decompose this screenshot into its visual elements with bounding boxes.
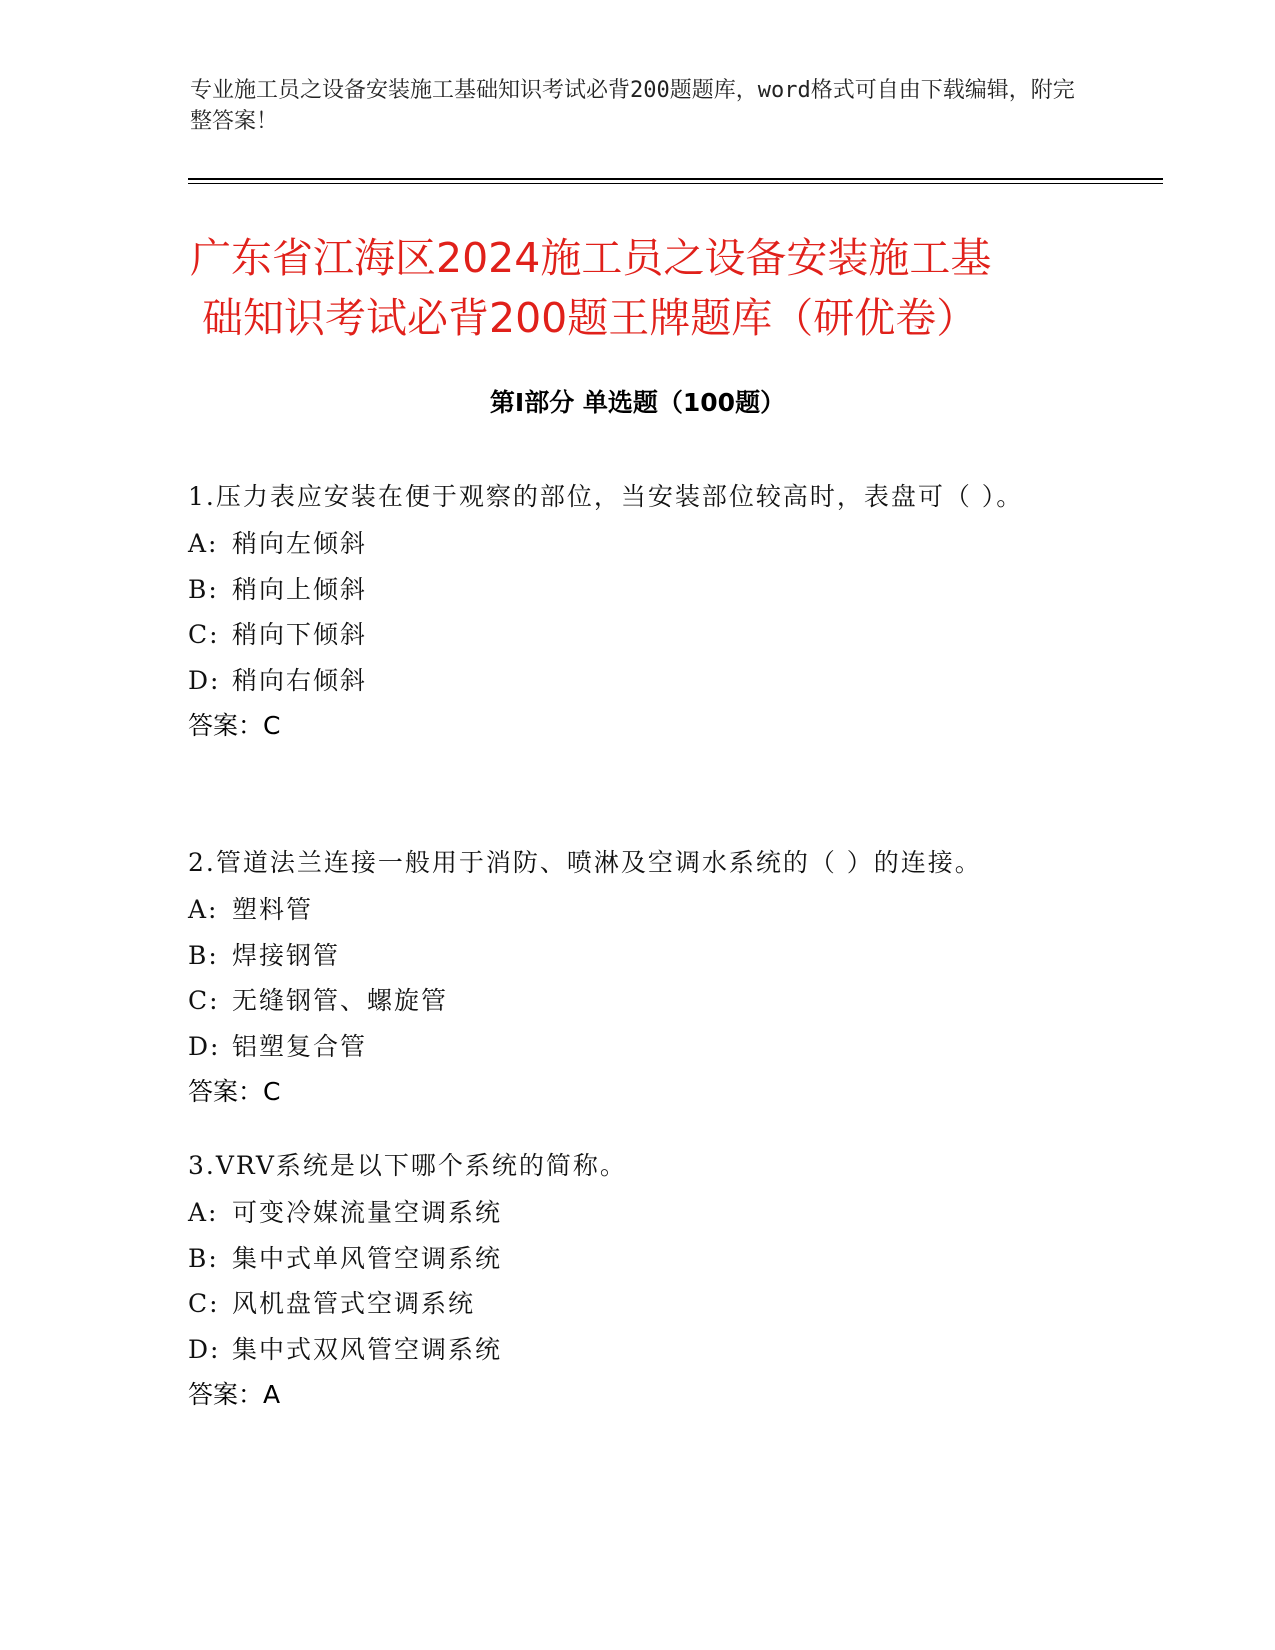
option-key: D: [188, 1334, 221, 1364]
option-c [188, 978, 1108, 1024]
answer-line [188, 1372, 1108, 1417]
answer-value: A [263, 1380, 281, 1409]
option-key: D: [188, 665, 221, 695]
document-title-line-1: 广东省江海区2024施工员之设备安装施工基 [190, 234, 992, 282]
option-key: C: [188, 1289, 220, 1318]
header-divider-thick [188, 178, 1163, 180]
answer-label: 答案： [188, 711, 264, 740]
question-1 [188, 473, 1108, 748]
option-key: C: [188, 986, 220, 1015]
question-3 [188, 1142, 1108, 1417]
option-c [188, 1281, 1108, 1327]
option-key: A: [188, 529, 219, 558]
option-b [188, 1236, 1108, 1282]
option-text: 铝塑复合管 [232, 1031, 368, 1061]
answer-label: 答案： [188, 1077, 264, 1106]
document-title [190, 228, 1090, 348]
option-a [188, 1190, 1108, 1236]
answer-value: C [263, 1077, 281, 1106]
option-key: B: [188, 574, 219, 604]
option-text: 稍向下倾斜 [232, 620, 368, 649]
section-heading: 第Ⅰ部分 单选题（100题） [489, 388, 786, 417]
answer-line [188, 703, 1108, 748]
option-key: B: [188, 940, 219, 970]
option-d [188, 1024, 1108, 1070]
option-key: B: [188, 1243, 219, 1273]
option-b [188, 567, 1108, 613]
option-b [188, 933, 1108, 979]
answer-label: 答案： [188, 1380, 264, 1409]
question-2 [188, 839, 1108, 1114]
option-d [188, 658, 1108, 704]
option-text: 集中式单风管空调系统 [232, 1243, 503, 1273]
question-text: 1.压力表应安装在便于观察的部位，当安装部位较高时，表盘可（ ）。 [188, 482, 1024, 511]
option-text: 稍向上倾斜 [232, 574, 368, 604]
option-key: A: [188, 895, 219, 924]
option-text: 焊接钢管 [232, 940, 341, 970]
option-key: D: [188, 1031, 221, 1061]
option-text: 可变冷媒流量空调系统 [232, 1198, 503, 1227]
question-text: 3.VRV系统是以下哪个系统的简称。 [188, 1151, 627, 1180]
option-text: 无缝钢管、螺旋管 [232, 986, 449, 1015]
option-a [188, 887, 1108, 933]
option-text: 稍向左倾斜 [232, 529, 368, 558]
option-text: 风机盘管式空调系统 [232, 1289, 476, 1318]
header-note: 专业施工员之设备安装施工基础知识考试必背200题题库，word格式可自由下载编辑，附完整答案！ [190, 78, 1075, 134]
answer-line [188, 1069, 1108, 1114]
header-divider-thin [188, 183, 1163, 184]
option-text: 塑料管 [232, 895, 314, 924]
option-key: A: [188, 1198, 219, 1227]
option-d [188, 1327, 1108, 1373]
option-text: 稍向右倾斜 [232, 665, 368, 695]
question-text: 2.管道法兰连接一般用于消防、喷淋及空调水系统的（ ）的连接。 [188, 848, 982, 877]
option-text: 集中式双风管空调系统 [232, 1334, 503, 1364]
answer-value: C [263, 711, 281, 740]
document-title-line-2: 础知识考试必背200题王牌题库（研优卷） [202, 294, 978, 342]
option-c [188, 612, 1108, 658]
option-a [188, 521, 1108, 567]
option-key: C: [188, 620, 220, 649]
